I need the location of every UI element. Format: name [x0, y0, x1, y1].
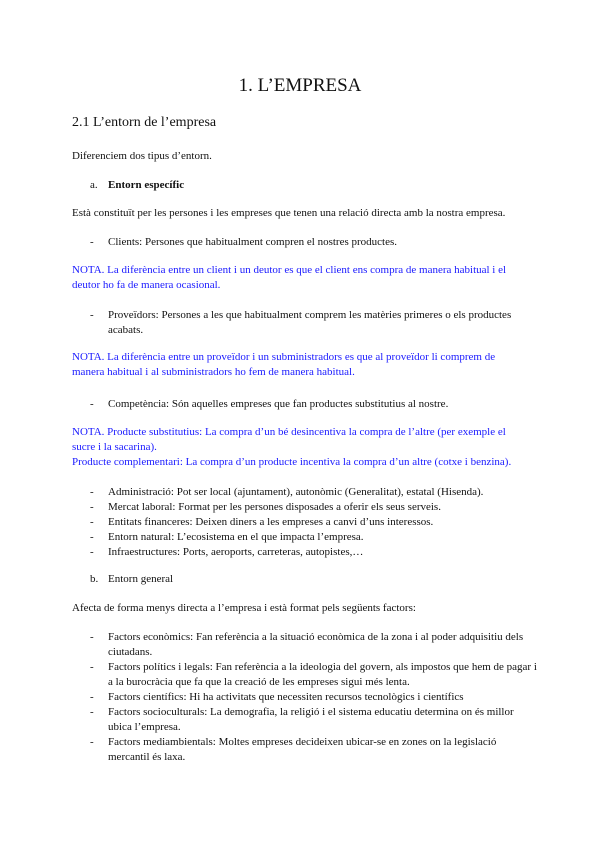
bullet: - — [90, 706, 94, 718]
heading-specific: Entorn específic — [108, 179, 185, 191]
section-heading: 2.1 L’entorn de l’empresa — [72, 115, 217, 130]
bullet: - — [90, 516, 94, 528]
list-item-clients: Clients: Persones que habitualment compren el nostres productes. — [108, 236, 397, 248]
bullet: - — [90, 736, 94, 748]
list-item-mercat-laboral: Mercat laboral: Format per les persones disposades a oferir els seus serveis. — [108, 501, 441, 513]
list-item-factors-socioculturals: Factors socioculturals: La demografia, la religió i el sistema educatiu determina on és millor ubica l’empresa. — [108, 706, 514, 733]
list-item-entorn-natural: Entorn natural: L’ecosistema en el que impacta l’empresa. — [108, 531, 364, 543]
page-title: 1. L’EMPRESA — [238, 75, 362, 96]
list-marker-b: b. — [90, 573, 99, 585]
list-item-factors-mediambientals: Factors mediambientals: Moltes empreses decideixen ubicar-se en zones on la legislació mercantil és laxa. — [108, 736, 497, 763]
list-item-competencia: Competència: Són aquelles empreses que fan productes substitutius al nostre. — [108, 398, 449, 410]
bullet: - — [90, 531, 94, 543]
bullet: - — [90, 309, 94, 321]
note-complementari: Producte complementari: La compra d’un producte incentiva la compra d’un altre (cotxe i benzina). — [72, 456, 512, 468]
bullet: - — [90, 546, 94, 558]
list-item-factors-economics: Factors econòmics: Fan referència a la situació econòmica de la zona i al poder adquisitiu dels ciutadans. — [108, 631, 524, 658]
note-client: NOTA. La diferència entre un client i un deutor es que el client ens compra de manera habitual i el deutor ho fa de manera ocasional. — [72, 264, 507, 291]
bullet: - — [90, 398, 94, 410]
note-substitutius: NOTA. Producte substitutius: La compra d’un bé desincentiva la compra de l’altre (per exemple el sucre i la sacarina). — [72, 426, 506, 453]
list-item-proveidors: Proveïdors: Persones a les que habitualment comprem les matèries primeres o els productes acabats. — [108, 309, 512, 336]
bullet: - — [90, 691, 94, 703]
general-description: Afecta de forma menys directa a l’empresa i està format pels següents factors: — [72, 602, 416, 614]
list-item-factors-cientifics: Factors científics: Hi ha activitats que necessiten recursos tecnològics i científics — [108, 691, 464, 703]
bullet: - — [90, 236, 94, 248]
intro-text: Diferenciem dos tipus d’entorn. — [72, 150, 212, 162]
heading-general: Entorn general — [108, 573, 174, 585]
bullet: - — [90, 631, 94, 643]
list-item-infraestructures: Infraestructures: Ports, aeroports, carreteras, autopistes,… — [108, 546, 364, 558]
bullet: - — [90, 661, 94, 673]
list-item-entitats-financeres: Entitats financeres: Deixen diners a les empreses a canvi d’uns interessos. — [108, 516, 434, 528]
list-marker-a: a. — [90, 179, 98, 191]
note-proveidor: NOTA. La diferència entre un proveïdor i un subministradors es que al proveïdor li comprem de manera habitual i al subministradors ho fem de manera habitual. — [72, 351, 496, 378]
bullet: - — [90, 486, 94, 498]
list-item-administracio: Administració: Pot ser local (ajuntament), autonòmic (Generalitat), estatal (Hisenda). — [108, 486, 484, 498]
list-item-factors-politics: Factors polítics i legals: Fan referència a la ideologia del govern, als impostos que hem de pagar i a la burocràcia que fa que la creació de les empreses sigui més lenta. — [108, 661, 537, 688]
specific-description: Està constituït per les persones i les empreses que tenen una relació directa amb la nostra empresa. — [72, 207, 506, 219]
bullet: - — [90, 501, 94, 513]
